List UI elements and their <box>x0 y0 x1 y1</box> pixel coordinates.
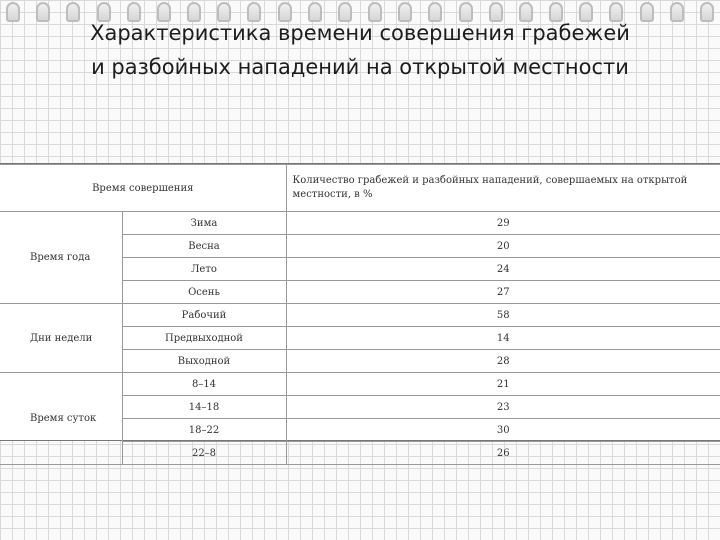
row-value: 26 <box>286 442 720 465</box>
data-sheet <box>0 163 720 459</box>
row-value: 29 <box>286 212 720 235</box>
row-item: 22–8 <box>122 442 286 465</box>
row-item: Осень <box>122 281 286 304</box>
row-item: Рабочий <box>122 304 286 327</box>
row-item: Лето <box>122 258 286 281</box>
page-title <box>0 16 720 84</box>
title-line-2: и разбойных нападений на открытой местности <box>91 55 629 79</box>
row-value: 30 <box>286 419 720 442</box>
row-item: 8–14 <box>122 373 286 396</box>
row-value: 14 <box>286 327 720 350</box>
row-item: Весна <box>122 235 286 258</box>
row-item: 18–22 <box>122 419 286 442</box>
group-label-season: Время года <box>0 212 122 304</box>
row-item: 14–18 <box>122 396 286 419</box>
table-header-row <box>0 165 720 212</box>
crime-time-table <box>0 164 720 465</box>
title-line-1: Характеристика времени совершения грабежей <box>90 21 630 45</box>
header-count: Количество грабежей и разбойных нападений, совершаемых на открытой местности, в % <box>286 165 720 212</box>
row-value: 58 <box>286 304 720 327</box>
header-time: Время совершения <box>0 165 286 212</box>
row-value: 28 <box>286 350 720 373</box>
table-row <box>0 212 720 235</box>
group-label-weekdays: Дни недели <box>0 304 122 373</box>
row-value: 20 <box>286 235 720 258</box>
table-row <box>0 373 720 396</box>
row-item: Предвыходной <box>122 327 286 350</box>
group-label-daytime: Время суток <box>0 373 122 465</box>
table-row <box>0 304 720 327</box>
row-item: Выходной <box>122 350 286 373</box>
row-value: 23 <box>286 396 720 419</box>
row-value: 27 <box>286 281 720 304</box>
row-item: Зима <box>122 212 286 235</box>
row-value: 21 <box>286 373 720 396</box>
row-value: 24 <box>286 258 720 281</box>
